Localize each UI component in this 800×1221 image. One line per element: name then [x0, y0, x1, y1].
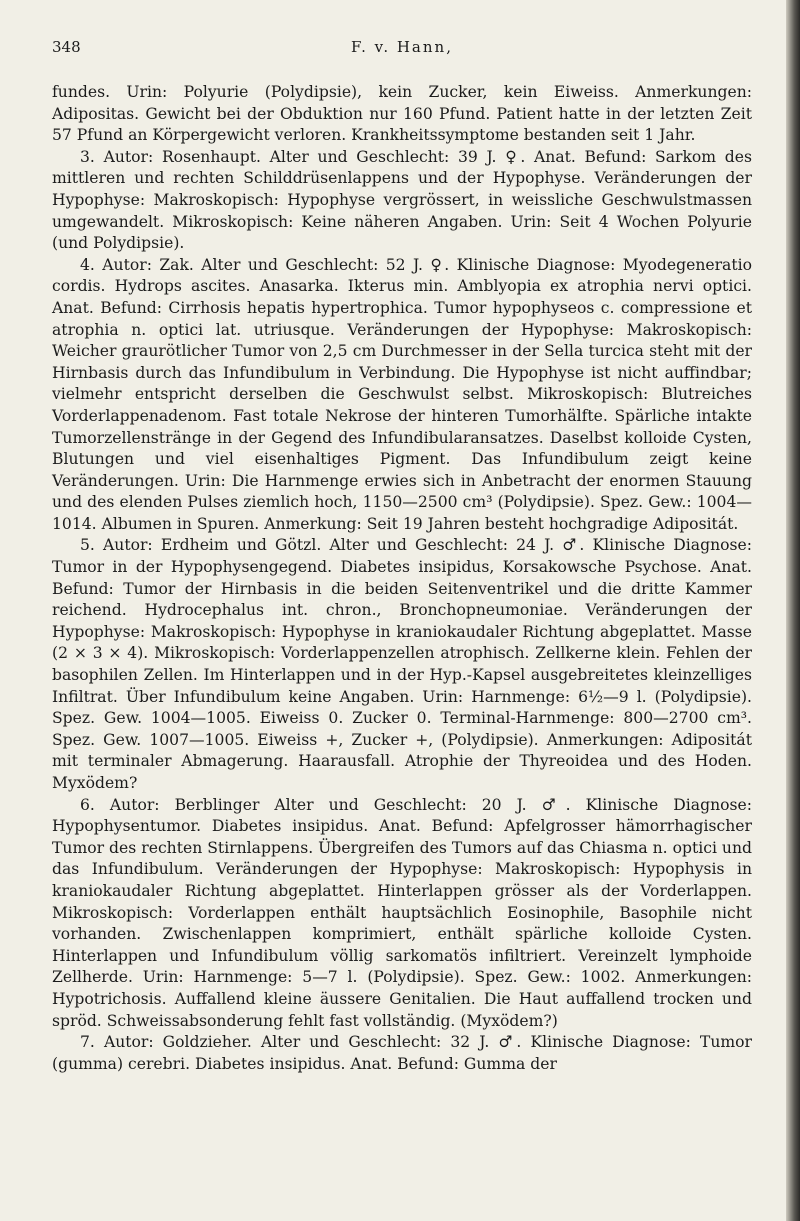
paragraph-continuation: fundes. Urin: Polyurie (Polydipsie), kein Zucker, kein Eiweiss. Anmerkungen: Adipositas. Gewicht bei der Obduktion nur 160 Pfund. Patient hatte in der letzten Zeit 57 Pfund an Körpergewicht verloren. Krankheitssymptome bestanden seit 1 Jahr. — [52, 83, 752, 145]
page-header — [52, 38, 752, 60]
paragraph-case-4: 4. Autor: Zak. Alter und Geschlecht: 52 J. ♀. Klinische Diagnose: Myodegeneratio cordis. Hydrops ascites. Anasarka. Ikterus min. Amblyopia ex atrophia nervi optici. Anat. Befund: Cirrhosis hepatis hypertrophica. Tumor hypophyseos c. compressione et atrophia n. optici lat. utriusque. Veränderungen der Hypophyse: Makroskopisch: Weicher graurötlicher Tumor von 2,5 cm Durchmesser in der Sella turcica steht mit der Hirnbasis durch das Infundibulum in Verbindung. Die Hypophyse ist nicht auffindbar; vielmehr entspricht derselben die Geschwulst selbst. Mikroskopisch: Blutreiches Vorderlappenadenom. Fast totale Nekrose der hinteren Tumorhälfte. Spärliche intakte Tumorzellenstränge in der Gegend des Infundibularansatzes. Daselbst kolloide Cysten, Blutungen und viel eisenhaltiges Pigment. Das Infundibulum zeigt keine Veränderungen. Urin: Die Harnmenge erwies sich in Anbetracht der enormen Stauung und des elenden Pulses ziemlich hoch, 1150—2500 cm³ (Polydipsie). Spez. Gew.: 1004—1014. Albumen in Spuren. Anmerkung: Seit 19 Jahren besteht hochgradige Adipositát. — [52, 255, 752, 533]
body-text — [52, 82, 752, 1075]
running-head: F. v. Hann, — [351, 38, 453, 56]
paragraph-case-6: 6. Autor: Berblinger Alter und Geschlecht: 20 J. ♂. Klinische Diagnose: Hypophysentumor. Diabetes insipidus. Anat. Befund: Apfelgrosser hämorrhagischer Tumor des rechten Stirnlappens. Übergreifen des Tumors auf das Chiasma n. optici und das Infundibulum. Veränderungen der Hypophyse: Makroskopisch: Hypophysis in kraniokaudaler Richtung abgeplattet. Hinterlappen grösser als der Vorderlappen. Mikroskopisch: Vorderlappen enthält hauptsächlich Eosinophile, Basophile nicht vorhanden. Zwischenlappen komprimiert, enthält spärliche kolloide Cysten. Hinterlappen und Infundibulum völlig sarkomatös infiltriert. Vereinzelt lymphoide Zellherde. Urin: Harnmenge: 5—7 l. (Polydipsie). Spez. Gew.: 1002. Anmerkungen: Hypotrichosis. Auffallend kleine äussere Genitalien. Die Haut auffallend trocken und spröd. Schweissabsonderung fehlt fast vollständig. (Myxödem?) — [52, 795, 752, 1030]
paragraph-case-3: 3. Autor: Rosenhaupt. Alter und Geschlecht: 39 J. ♀. Anat. Befund: Sarkom des mittleren und rechten Schilddrüsenlappens und der Hypophyse. Veränderungen der Hypophyse: Makroskopisch: Hypophyse vergrössert, in weissliche Geschwulstmassen umgewandelt. Mikroskopisch: Keine näheren Angaben. Urin: Seit 4 Wochen Polyurie (und Polydipsie). — [52, 147, 752, 253]
page-edge-shadow — [786, 0, 800, 1221]
page-number: 348 — [52, 38, 81, 56]
paragraph-case-5: 5. Autor: Erdheim und Götzl. Alter und Geschlecht: 24 J. ♂. Klinische Diagnose: Tumor in der Hypophysengegend. Diabetes insipidus, Korsakowsche Psychose. Anat. Befund: Tumor der Hirnbasis in die beiden Seitenventrikel und die dritte Kammer reichend. Hydrocephalus int. chron., Bronchopneumoniae. Veränderungen der Hypophyse: Makroskopisch: Hypophyse in kraniokaudaler Richtung abgeplattet. Masse (2 × 3 × 4). Mikroskopisch: Vorderlappenzellen atrophisch. Zellkerne klein. Fehlen der basophilen Zellen. Im Hinterlappen und in der Hyp.-Kapsel ausgebreitetes kleinzelliges Infiltrat. Über Infundibulum keine Angaben. Urin: Harnmenge: 6½—9 l. (Polydipsie). Spez. Gew. 1004—1005. Eiweiss 0. Zucker 0. Terminal-Harnmenge: 800—2700 cm³. Spez. Gew. 1007—1005. Eiweiss +, Zucker +, (Polydipsie). Anmerkungen: Adipositát mit terminaler Abmagerung. Haarausfall. Atrophie der Thyreoidea und des Hoden. Myxödem? — [52, 536, 752, 792]
paragraph-case-7: 7. Autor: Goldzieher. Alter und Geschlecht: 32 J. ♂. Klinische Diagnose: Tumor (gumma) cerebri. Diabetes insipidus. Anat. Befund: Gumma der — [52, 1033, 752, 1073]
